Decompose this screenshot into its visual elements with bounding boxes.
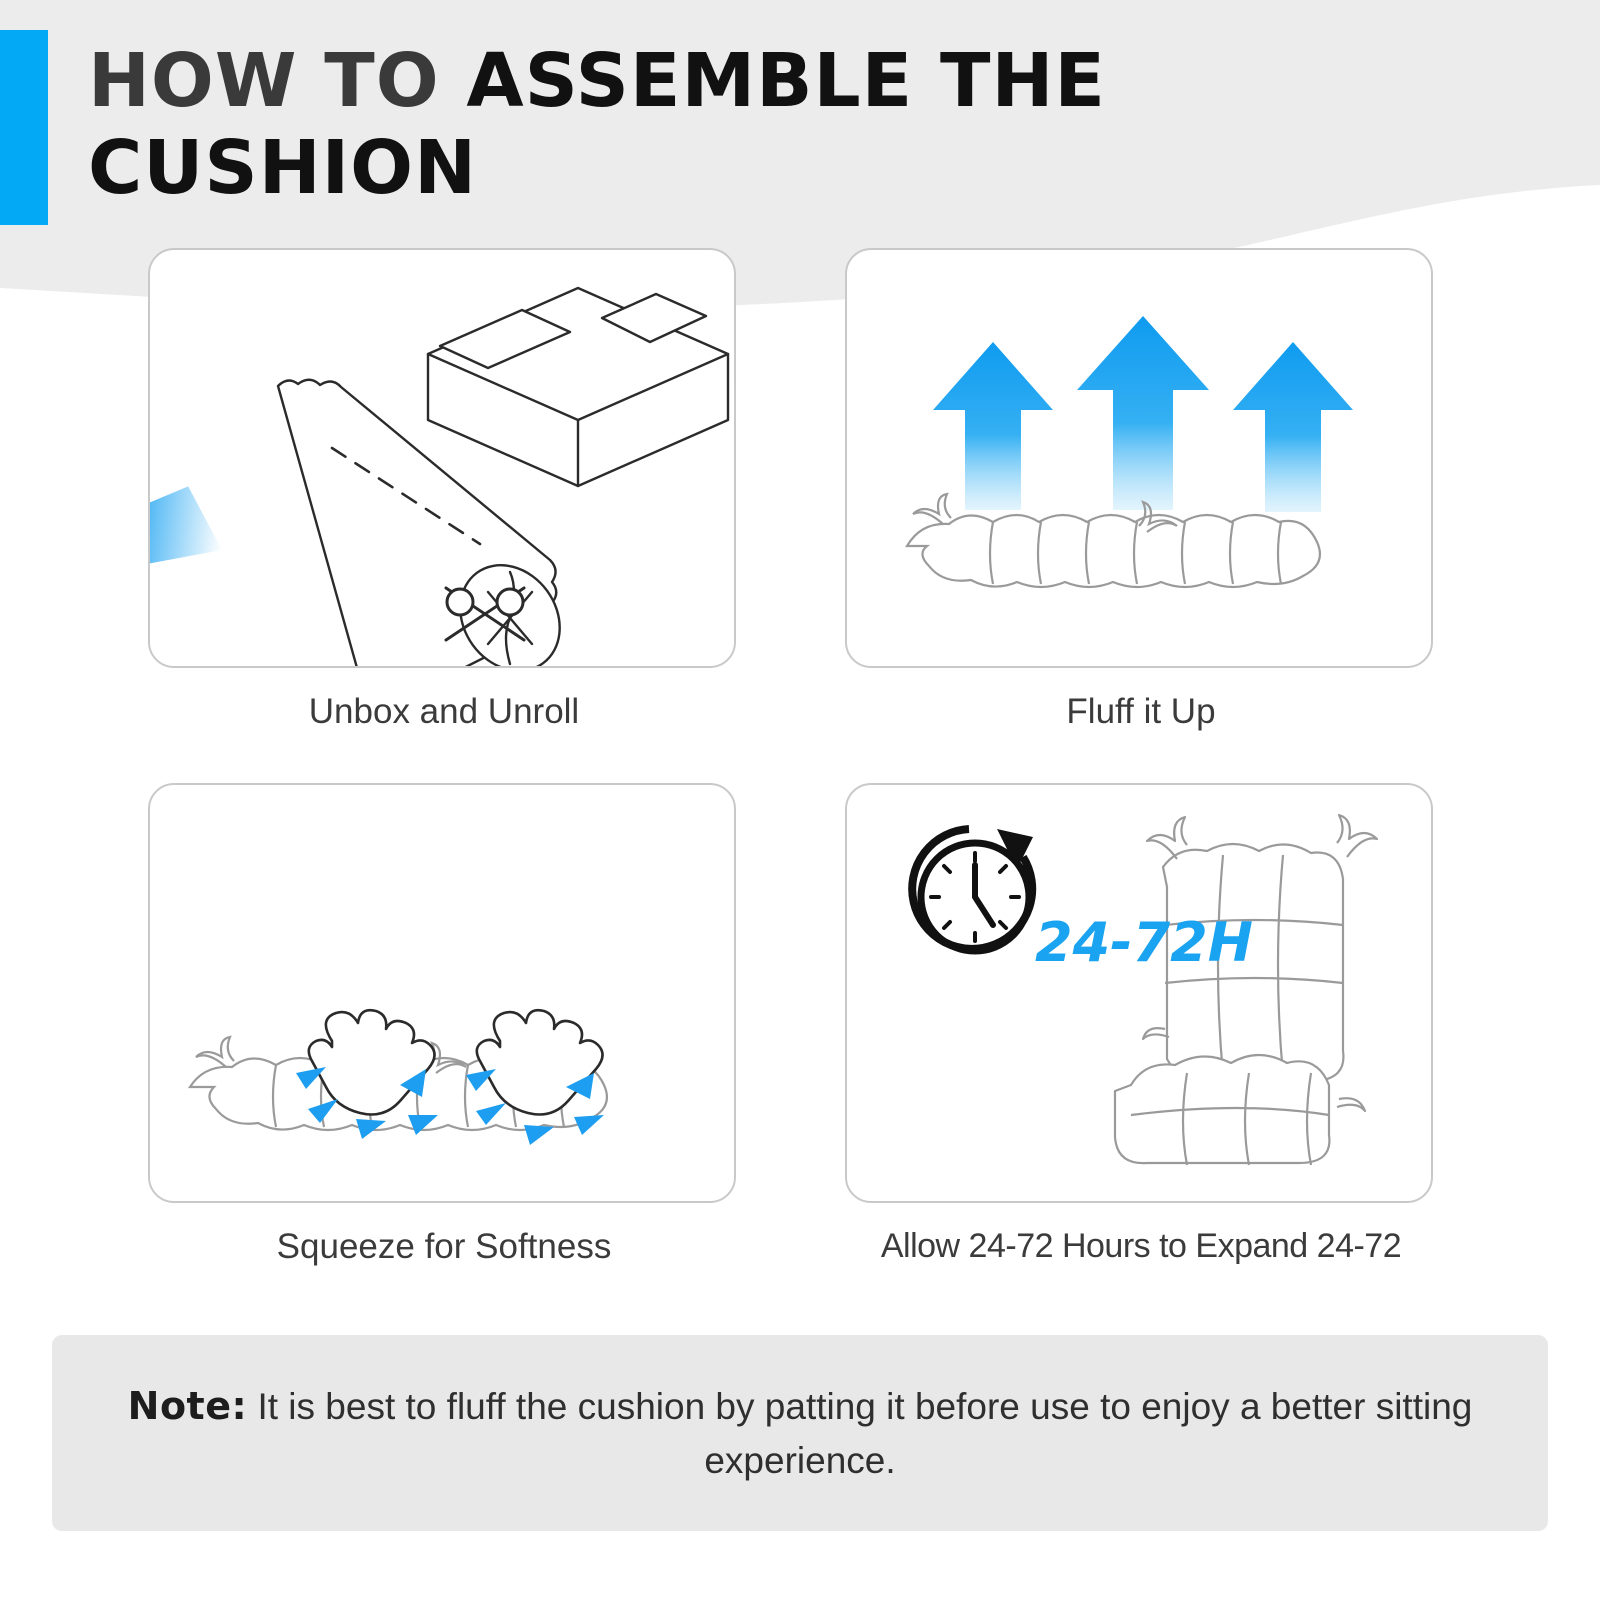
clock-icon bbox=[912, 829, 1033, 951]
page-title-line2: CUSHION bbox=[88, 125, 477, 212]
page-title-line1-bold: ASSEMBLE THE bbox=[466, 38, 1106, 124]
note-text-block bbox=[92, 1379, 1508, 1488]
step-illustration-panel bbox=[148, 248, 736, 668]
fluff-it-up-illustration bbox=[847, 250, 1433, 668]
step-caption: Unbox and Unroll bbox=[308, 692, 580, 731]
squeeze-for-softness-illustration bbox=[150, 785, 736, 1203]
up-arrow-icon bbox=[933, 342, 1053, 510]
assembled-cushion-icon bbox=[1115, 815, 1377, 1165]
unbox-and-unroll-illustration bbox=[150, 250, 736, 668]
note-box bbox=[52, 1335, 1548, 1531]
up-arrow-icon bbox=[1077, 316, 1209, 510]
step-unbox-and-unroll bbox=[148, 248, 740, 732]
note-text: It is best to fluff the cushion by patting it before use to enjoy a better sitting experience. bbox=[257, 1385, 1473, 1481]
page-title-line1-normal: HOW TO bbox=[88, 38, 467, 124]
step-caption: Fluff it Up bbox=[1066, 692, 1216, 731]
step-illustration-panel bbox=[845, 248, 1433, 668]
step-fluff-it-up bbox=[845, 248, 1437, 732]
up-arrow-icon bbox=[1233, 342, 1353, 512]
step-squeeze-for-softness bbox=[148, 783, 740, 1267]
expand-time-badge: 24-72H bbox=[1035, 911, 1253, 974]
step-illustration-panel bbox=[148, 783, 736, 1203]
page-title bbox=[88, 38, 1238, 213]
step-caption: Squeeze for Softness bbox=[276, 1227, 612, 1266]
step-caption: Allow 24-72 Hours to Expand 24-72 bbox=[880, 1227, 1402, 1265]
step-allow-to-expand bbox=[845, 783, 1437, 1266]
allow-to-expand-illustration bbox=[847, 785, 1433, 1203]
step-illustration-panel bbox=[845, 783, 1433, 1203]
box-icon bbox=[428, 288, 728, 486]
accent-bar bbox=[0, 30, 48, 225]
note-label: Note: bbox=[127, 1383, 248, 1428]
